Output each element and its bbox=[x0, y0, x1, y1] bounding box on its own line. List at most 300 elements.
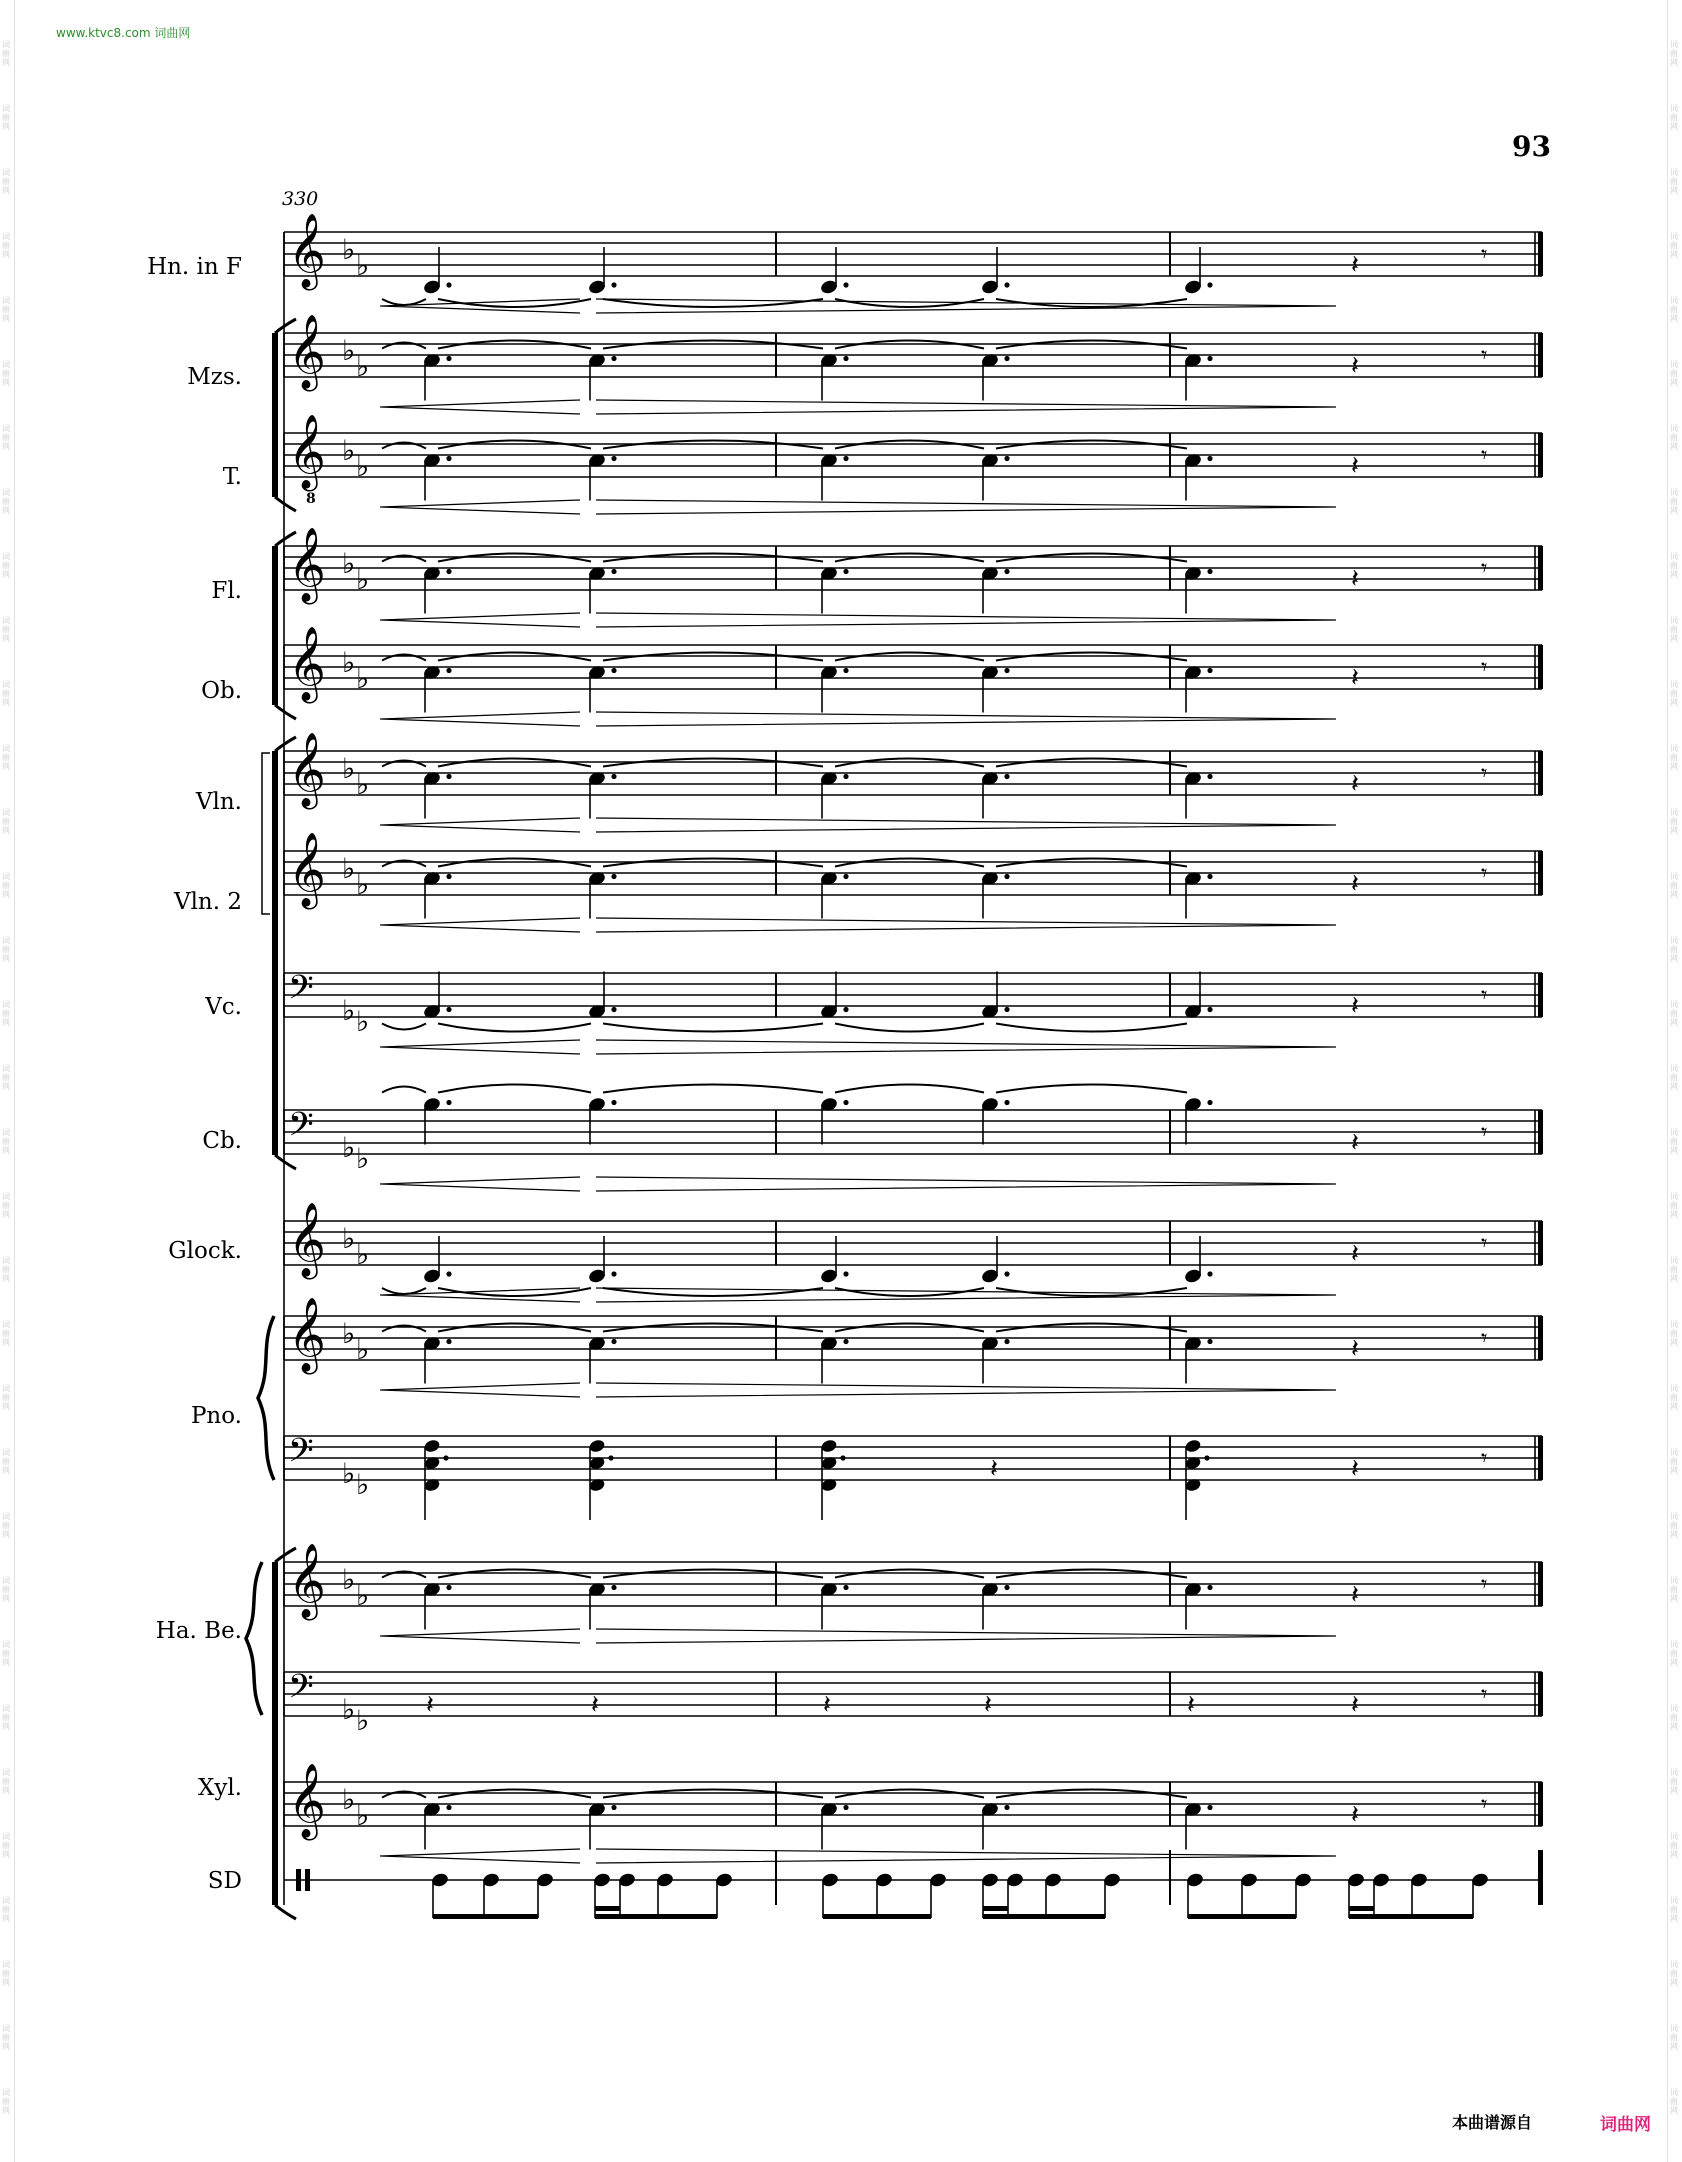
staff bbox=[168, 1203, 1543, 1302]
watermark-mark: 词曲网 bbox=[2, 104, 10, 131]
watermark-mark: 词曲网 bbox=[1670, 1384, 1678, 1411]
dot bbox=[611, 456, 616, 461]
watermark-mark: 词曲网 bbox=[2, 296, 10, 323]
watermark-mark: 词曲网 bbox=[2, 1960, 10, 1987]
dot bbox=[446, 1585, 451, 1590]
tie bbox=[996, 1024, 1187, 1032]
quarter-rest-icon: 𝄽 bbox=[1351, 1800, 1359, 1830]
dot bbox=[1207, 1007, 1212, 1012]
watermark-mark: 词曲网 bbox=[1670, 1640, 1678, 1667]
strings-bracket bbox=[272, 751, 278, 1155]
watermark-mark: 词曲网 bbox=[1670, 1000, 1678, 1027]
dot bbox=[1004, 456, 1009, 461]
flat-icon: ♭ bbox=[356, 1799, 370, 1832]
woodwind-bracket bbox=[272, 546, 278, 705]
dot bbox=[1004, 569, 1009, 574]
watermark-mark: 词曲网 bbox=[1670, 1192, 1678, 1219]
dot bbox=[608, 1455, 613, 1460]
final-barline-thick bbox=[1538, 333, 1543, 377]
flat-icon: ♭ bbox=[342, 752, 356, 785]
measure-number: 330 bbox=[282, 188, 319, 210]
eighth-rest-icon: 𝄾 bbox=[1481, 653, 1488, 681]
dot bbox=[611, 1805, 616, 1810]
staff bbox=[211, 528, 1543, 627]
footer-site-logo[interactable]: 词曲网 bbox=[1600, 2115, 1651, 2135]
watermark-mark: 词曲网 bbox=[2, 2024, 10, 2051]
dot bbox=[1207, 668, 1212, 673]
treble-clef-icon: 𝄞 bbox=[288, 415, 326, 489]
final-barline-thick bbox=[1538, 1672, 1543, 1716]
staff bbox=[195, 733, 1543, 832]
dot bbox=[1004, 1805, 1009, 1810]
flat-icon: ♭ bbox=[342, 334, 356, 367]
dot bbox=[1004, 356, 1009, 361]
quarter-rest-icon: 𝄽 bbox=[1351, 1334, 1359, 1364]
dot bbox=[611, 1339, 616, 1344]
watermark-mark: 词曲网 bbox=[1670, 2024, 1678, 2051]
percussion-bracket-hook bbox=[275, 1905, 296, 1919]
decrescendo-hairpin bbox=[596, 1177, 1336, 1191]
dot bbox=[611, 1271, 616, 1276]
staff bbox=[187, 315, 1543, 414]
header-site-name: 词曲网 bbox=[154, 26, 191, 40]
decrescendo-hairpin bbox=[596, 1040, 1336, 1054]
tie bbox=[835, 1085, 984, 1093]
final-barline-thick bbox=[1538, 1562, 1543, 1606]
watermark-mark: 词曲网 bbox=[1670, 40, 1678, 67]
piano-brace bbox=[258, 1316, 274, 1480]
staff bbox=[202, 1085, 1543, 1192]
dot bbox=[611, 356, 616, 361]
vocal-bracket bbox=[272, 333, 278, 497]
dot bbox=[843, 668, 848, 673]
percussion-clef-icon bbox=[296, 1869, 301, 1891]
eighth-rest-icon: 𝄾 bbox=[1481, 1680, 1488, 1708]
treble-clef-icon: 𝄞 bbox=[288, 214, 326, 288]
watermark-mark: 词曲网 bbox=[1670, 1832, 1678, 1859]
watermark-mark: 词曲网 bbox=[1670, 2088, 1678, 2115]
dot bbox=[611, 874, 616, 879]
dot bbox=[446, 1271, 451, 1276]
dot bbox=[1207, 282, 1212, 287]
footer-source-text: 本曲谱源自 bbox=[1452, 2113, 1533, 2132]
dot bbox=[843, 774, 848, 779]
quarter-rest-icon: 𝄽 bbox=[1351, 451, 1359, 481]
watermark-mark: 词曲网 bbox=[1670, 1064, 1678, 1091]
watermark-mark: 词曲网 bbox=[2, 1320, 10, 1347]
dot bbox=[446, 282, 451, 287]
quarter-rest-icon: 𝄽 bbox=[1351, 250, 1359, 280]
final-barline-thick bbox=[1538, 1850, 1543, 1905]
staff bbox=[147, 214, 1543, 313]
watermark-mark: 词曲网 bbox=[2, 616, 10, 643]
dot bbox=[1004, 1339, 1009, 1344]
final-barline-thick bbox=[1538, 546, 1543, 590]
flat-icon: ♭ bbox=[356, 1579, 370, 1612]
dot bbox=[446, 1339, 451, 1344]
dot bbox=[446, 1007, 451, 1012]
watermark-mark: 词曲网 bbox=[2, 680, 10, 707]
watermark-mark: 词曲网 bbox=[2, 1640, 10, 1667]
eighth-rest-icon: 𝄾 bbox=[1481, 759, 1488, 787]
instrument-label: Vc. bbox=[205, 994, 242, 1020]
dot bbox=[843, 356, 848, 361]
watermark-mark: 词曲网 bbox=[2, 744, 10, 771]
watermark-mark: 词曲网 bbox=[2, 2088, 10, 2115]
staff bbox=[284, 1668, 1543, 1737]
dot bbox=[1207, 569, 1212, 574]
eighth-rest-icon: 𝄾 bbox=[1481, 341, 1488, 369]
dot bbox=[446, 1100, 451, 1105]
dot bbox=[1004, 1100, 1009, 1105]
watermark-mark: 词曲网 bbox=[2, 1064, 10, 1091]
quarter-rest-icon: 𝄽 bbox=[984, 1690, 992, 1720]
violin-square-bracket bbox=[262, 753, 270, 914]
beam bbox=[823, 1914, 931, 1919]
watermark-mark: 词曲网 bbox=[1670, 296, 1678, 323]
dot bbox=[1204, 1455, 1209, 1460]
flat-icon: ♭ bbox=[342, 852, 356, 885]
quarter-rest-icon: 𝄽 bbox=[1187, 1690, 1195, 1720]
dot bbox=[1207, 1339, 1212, 1344]
decrescendo-hairpin bbox=[596, 712, 1336, 726]
watermark-mark: 词曲网 bbox=[2, 1896, 10, 1923]
watermark-mark: 词曲网 bbox=[1670, 680, 1678, 707]
dot bbox=[1207, 1100, 1212, 1105]
eighth-rest-icon: 𝄾 bbox=[1481, 859, 1488, 887]
watermark-mark: 词曲网 bbox=[1670, 552, 1678, 579]
percussion-bracket bbox=[272, 1562, 278, 1905]
instrument-label: Mzs. bbox=[187, 364, 242, 390]
watermark-mark: 词曲网 bbox=[1670, 808, 1678, 835]
bass-clef-icon: 𝄢 bbox=[288, 1668, 314, 1714]
treble-clef-icon: 𝄞 bbox=[288, 833, 326, 907]
decrescendo-hairpin bbox=[596, 500, 1336, 514]
flat-icon: ♭ bbox=[342, 434, 356, 467]
flat-icon: ♭ bbox=[342, 1563, 356, 1596]
dot bbox=[843, 569, 848, 574]
bass-clef-icon: 𝄢 bbox=[288, 1106, 314, 1152]
quarter-rest-icon: 𝄽 bbox=[591, 1690, 599, 1720]
watermark-mark: 词曲网 bbox=[1670, 1256, 1678, 1283]
dot bbox=[1004, 1007, 1009, 1012]
decrescendo-hairpin bbox=[596, 400, 1336, 414]
flat-icon: ♭ bbox=[342, 1693, 356, 1726]
watermark-mark: 词曲网 bbox=[2, 1384, 10, 1411]
final-barline-thick bbox=[1538, 1316, 1543, 1360]
eighth-rest-icon: 𝄾 bbox=[1481, 1324, 1488, 1352]
flat-icon: ♭ bbox=[342, 1131, 356, 1164]
flat-icon: ♭ bbox=[342, 994, 356, 1027]
flat-icon: ♭ bbox=[356, 350, 370, 383]
beam bbox=[983, 1906, 1008, 1911]
flat-icon: ♭ bbox=[356, 249, 370, 282]
bass-clef-icon: 𝄢 bbox=[288, 1432, 314, 1478]
dot bbox=[1207, 874, 1212, 879]
dot bbox=[1004, 774, 1009, 779]
watermark-mark: 词曲网 bbox=[1670, 488, 1678, 515]
final-barline-thick bbox=[1538, 1221, 1543, 1265]
instrument-label: SD bbox=[207, 1868, 242, 1894]
quarter-rest-icon: 𝄽 bbox=[823, 1690, 831, 1720]
dot bbox=[1207, 1271, 1212, 1276]
beam bbox=[595, 1914, 717, 1919]
dot bbox=[611, 1100, 616, 1105]
watermark-mark: 词曲网 bbox=[1670, 1896, 1678, 1923]
dot bbox=[1207, 774, 1212, 779]
final-barline-thick bbox=[1538, 645, 1543, 689]
watermark-mark: 词曲网 bbox=[1670, 168, 1678, 195]
treble-clef-icon: 𝄞 bbox=[288, 1203, 326, 1277]
crescendo-hairpin bbox=[380, 918, 580, 932]
octave-8-mark: 8 bbox=[306, 491, 316, 507]
decrescendo-hairpin bbox=[596, 818, 1336, 832]
watermark-mark: 词曲网 bbox=[1670, 616, 1678, 643]
eighth-rest-icon: 𝄾 bbox=[1481, 1790, 1488, 1818]
crescendo-hairpin bbox=[380, 1849, 580, 1863]
crescendo-hairpin bbox=[380, 613, 580, 627]
tie bbox=[382, 1024, 426, 1030]
watermark-mark: 词曲网 bbox=[2, 1192, 10, 1219]
watermark-mark: 词曲网 bbox=[1670, 872, 1678, 899]
dot bbox=[446, 569, 451, 574]
tie bbox=[438, 1085, 591, 1093]
beam bbox=[1349, 1914, 1473, 1919]
watermark-mark: 词曲网 bbox=[2, 1448, 10, 1475]
instrument-label: Ha. Be. bbox=[155, 1618, 242, 1644]
watermark-mark: 词曲网 bbox=[2, 1704, 10, 1731]
flat-icon: ♭ bbox=[356, 563, 370, 596]
dot bbox=[843, 282, 848, 287]
watermark-mark: 词曲网 bbox=[1670, 1576, 1678, 1603]
instrument-label: Ob. bbox=[201, 678, 242, 704]
dot bbox=[843, 456, 848, 461]
quarter-rest-icon: 𝄽 bbox=[1351, 991, 1359, 1021]
dot bbox=[446, 1805, 451, 1810]
eighth-rest-icon: 𝄾 bbox=[1481, 441, 1488, 469]
instrument-label: Pno. bbox=[190, 1403, 242, 1429]
watermark-mark: 词曲网 bbox=[2, 424, 10, 451]
final-barline-thick bbox=[1538, 433, 1543, 477]
quarter-rest-icon: 𝄽 bbox=[1351, 1690, 1359, 1720]
dot bbox=[611, 1007, 616, 1012]
final-barline-thick bbox=[1538, 1436, 1543, 1480]
dot bbox=[1004, 1585, 1009, 1590]
eighth-rest-icon: 𝄾 bbox=[1481, 1570, 1488, 1598]
watermark-mark: 词曲网 bbox=[2, 488, 10, 515]
watermark-mark: 词曲网 bbox=[2, 1832, 10, 1859]
quarter-rest-icon: 𝄽 bbox=[1351, 769, 1359, 799]
watermark-mark: 词曲网 bbox=[1670, 936, 1678, 963]
flat-icon: ♭ bbox=[356, 1238, 370, 1271]
quarter-rest-icon: 𝄽 bbox=[1351, 663, 1359, 693]
quarter-rest-icon: 𝄽 bbox=[990, 1454, 998, 1484]
instrument-label: Xyl. bbox=[197, 1775, 242, 1801]
dot bbox=[843, 1339, 848, 1344]
watermark-mark: 词曲网 bbox=[2, 808, 10, 835]
watermark-mark: 词曲网 bbox=[1670, 1512, 1678, 1539]
watermark-mark: 词曲网 bbox=[2, 1768, 10, 1795]
final-barline-thick bbox=[1538, 232, 1543, 276]
dot bbox=[446, 874, 451, 879]
watermark-mark: 词曲网 bbox=[1670, 1768, 1678, 1795]
watermark-mark: 词曲网 bbox=[2, 872, 10, 899]
crescendo-hairpin bbox=[380, 400, 580, 414]
watermark-mark: 词曲网 bbox=[1670, 1960, 1678, 1987]
dot bbox=[611, 282, 616, 287]
watermark-mark: 词曲网 bbox=[1670, 424, 1678, 451]
flat-icon: ♭ bbox=[342, 1783, 356, 1816]
flat-icon: ♭ bbox=[342, 1222, 356, 1255]
treble-clef-icon: 𝄞 bbox=[288, 1544, 326, 1618]
decrescendo-hairpin bbox=[596, 1849, 1336, 1863]
tie bbox=[603, 1024, 823, 1032]
watermark-mark: 词曲网 bbox=[2, 1576, 10, 1603]
watermark-mark: 词曲网 bbox=[2, 360, 10, 387]
crescendo-hairpin bbox=[380, 712, 580, 726]
beam bbox=[595, 1906, 620, 1911]
dot bbox=[1004, 282, 1009, 287]
crescendo-hairpin bbox=[380, 500, 580, 514]
staff bbox=[156, 1544, 1543, 1644]
tie bbox=[382, 1087, 426, 1093]
instrument-label: Glock. bbox=[168, 1238, 242, 1264]
watermark-mark: 词曲网 bbox=[1670, 1320, 1678, 1347]
dot bbox=[611, 668, 616, 673]
flat-icon: ♭ bbox=[342, 233, 356, 266]
flat-icon: ♭ bbox=[356, 450, 370, 483]
flat-icon: ♭ bbox=[356, 1005, 370, 1038]
eighth-rest-icon: 𝄾 bbox=[1481, 1118, 1488, 1146]
watermark-mark: 词曲网 bbox=[1670, 1704, 1678, 1731]
quarter-rest-icon: 𝄽 bbox=[1351, 351, 1359, 381]
flat-icon: ♭ bbox=[356, 1468, 370, 1501]
quarter-rest-icon: 𝄽 bbox=[1351, 1454, 1359, 1484]
flat-icon: ♭ bbox=[356, 1142, 370, 1175]
dot bbox=[843, 1007, 848, 1012]
watermark-mark: 词曲网 bbox=[1670, 1448, 1678, 1475]
watermark-mark: 词曲网 bbox=[1670, 360, 1678, 387]
woodwind-bracket-hook bbox=[275, 705, 296, 719]
flat-icon: ♭ bbox=[342, 1317, 356, 1350]
flat-icon: ♭ bbox=[356, 768, 370, 801]
watermark-mark: 词曲网 bbox=[2, 1512, 10, 1539]
final-barline-thick bbox=[1538, 851, 1543, 895]
watermark-mark: 词曲网 bbox=[1670, 744, 1678, 771]
final-barline-thick bbox=[1538, 751, 1543, 795]
dot bbox=[843, 1585, 848, 1590]
bass-clef-icon: 𝄢 bbox=[288, 969, 314, 1015]
flat-icon: ♭ bbox=[356, 1704, 370, 1737]
quarter-rest-icon: 𝄽 bbox=[426, 1690, 434, 1720]
decrescendo-hairpin bbox=[596, 613, 1336, 627]
header-url-text: www.ktvc8.com bbox=[56, 26, 151, 40]
watermark-mark: 词曲网 bbox=[2, 40, 10, 67]
dot bbox=[840, 1455, 845, 1460]
watermark-mark: 词曲网 bbox=[1670, 1128, 1678, 1155]
staff bbox=[223, 415, 1543, 514]
beam bbox=[433, 1914, 538, 1919]
dot bbox=[1207, 1585, 1212, 1590]
strings-bracket-hook bbox=[275, 1155, 296, 1169]
treble-clef-icon: 𝄞 bbox=[288, 733, 326, 807]
dot bbox=[1207, 356, 1212, 361]
dot bbox=[1004, 668, 1009, 673]
treble-clef-icon: 𝄞 bbox=[288, 315, 326, 389]
dot bbox=[611, 569, 616, 574]
watermark-mark: 词曲网 bbox=[1670, 104, 1678, 131]
eighth-rest-icon: 𝄾 bbox=[1481, 240, 1488, 268]
watermark-mark: 词曲网 bbox=[2, 1000, 10, 1027]
watermark-mark: 词曲网 bbox=[2, 1256, 10, 1283]
staff bbox=[201, 627, 1543, 726]
flat-icon: ♭ bbox=[356, 662, 370, 695]
decrescendo-hairpin bbox=[596, 918, 1336, 932]
treble-clef-icon: 𝄞 bbox=[288, 1298, 326, 1372]
instrument-label: Fl. bbox=[211, 578, 242, 604]
crescendo-hairpin bbox=[380, 1383, 580, 1397]
staff bbox=[204, 969, 1543, 1054]
watermark-mark: 词曲网 bbox=[2, 1128, 10, 1155]
dot bbox=[446, 456, 451, 461]
dot bbox=[611, 774, 616, 779]
final-barline-thick bbox=[1538, 1782, 1543, 1826]
dot bbox=[843, 1271, 848, 1276]
crescendo-hairpin bbox=[380, 1177, 580, 1191]
instrument-label: T. bbox=[222, 464, 242, 490]
percussion-clef-icon bbox=[305, 1869, 310, 1891]
beam bbox=[1188, 1914, 1296, 1919]
watermark-mark: 词曲网 bbox=[2, 936, 10, 963]
decrescendo-hairpin bbox=[596, 1383, 1336, 1397]
dot bbox=[446, 668, 451, 673]
instrument-label: Vln. 2 bbox=[173, 889, 242, 915]
final-barline-thick bbox=[1538, 973, 1543, 1017]
instrument-label: Vln. bbox=[195, 789, 242, 815]
dot bbox=[1207, 1805, 1212, 1810]
eighth-rest-icon: 𝄾 bbox=[1481, 981, 1488, 1009]
harp-brace bbox=[246, 1562, 262, 1715]
tie bbox=[438, 1024, 591, 1032]
crescendo-hairpin bbox=[380, 818, 580, 832]
watermark-mark: 词曲网 bbox=[2, 232, 10, 259]
dot bbox=[843, 1805, 848, 1810]
staff bbox=[198, 1764, 1543, 1863]
page-number: 93 bbox=[1512, 130, 1551, 163]
beam bbox=[1349, 1906, 1374, 1911]
dot bbox=[611, 1585, 616, 1590]
staff bbox=[191, 1298, 1543, 1429]
eighth-rest-icon: 𝄾 bbox=[1481, 1444, 1488, 1472]
tie bbox=[835, 1024, 984, 1032]
tie bbox=[603, 1085, 823, 1093]
crescendo-hairpin bbox=[380, 1629, 580, 1643]
instrument-label: Hn. in F bbox=[147, 254, 242, 280]
beam bbox=[983, 1914, 1105, 1919]
quarter-rest-icon: 𝄽 bbox=[1351, 1580, 1359, 1610]
staff bbox=[284, 1432, 1543, 1520]
dot bbox=[1004, 874, 1009, 879]
treble-clef-icon: 𝄞 bbox=[288, 1764, 326, 1838]
dot bbox=[446, 774, 451, 779]
watermark-mark: 词曲网 bbox=[2, 168, 10, 195]
dot bbox=[443, 1455, 448, 1460]
crescendo-hairpin bbox=[380, 1040, 580, 1054]
dot bbox=[843, 874, 848, 879]
flat-icon: ♭ bbox=[342, 547, 356, 580]
flat-icon: ♭ bbox=[342, 646, 356, 679]
staff bbox=[173, 833, 1543, 932]
